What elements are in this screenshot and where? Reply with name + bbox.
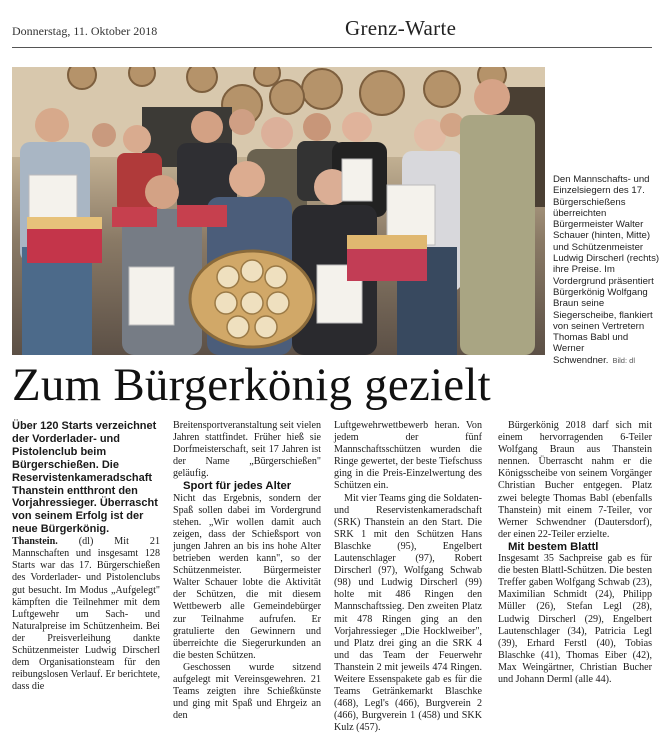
article-paragraph: Bürgerkönig 2018 darf sich mit einem hervorragenden 6-Teiler Wolfgang Braun aus Thanstein nennen. Überrascht nahm er die Königsscheibe von seinem Vorgänger Christian Bucher entgegen. Platz zwei belegte Thomas Babl (ebenfalls Thanstein) mit einem 7-Teiler, vor Werner Schwendner (Dautersdorf), der einen 22-Teiler erzielte. [498, 420, 652, 540]
page-header [12, 16, 652, 46]
caption-text: Den Mannschafts- und Einzelsiegern des 17. Bürgerschießens überreichten Bürgermeister Walter Schauer (hinten, Mitte) und Schützenmeister Ludwig Dirscherl (rechts) ihre Preise. Im Vordergrund präsentiert Bürgerkönig Wolfgang Braun seine Siegerscheibe, flankiert von seinen Vertretern Thomas Babl und Werner Schwendner. [553, 174, 660, 366]
photo-credit: Bild: dl [612, 355, 635, 365]
article-lede: Über 120 Starts verzeichnet der Vorderlader- und Pistolenclub beim Bürgerschießen. Die Reservistenkameradschaft Thanstein entthront den Vorjahressieger. Überrascht von seinem Erfolg ist der neue Bürgerkönig. [12, 420, 158, 536]
article-paragraph: Geschossen wurde sitzend aufgelegt mit Vereinsgewehren. 21 Teams zeigten ihre Schießkünste und ging mit Spaß und Ehrgeiz an den [173, 661, 321, 722]
article-headline: Zum Bürgerkönig gezielt [12, 359, 491, 411]
photo-caption [553, 174, 660, 366]
article-column-1 [12, 420, 160, 693]
dateline: Thanstein. [12, 536, 58, 548]
article-paragraph: Nicht das Ergebnis, sondern der Spaß sollen dabei im Vordergrund stehen. „Wir wollen damit auch zeigen, dass der Schießsport von jungen Jahren an bis ins hohe Alter betrieben werden kann", so der Schützenmeister. Bürgermeister Walter Schauer lobte die Aktivität der Schützen, die mit diesem Wettbewerb alle Gemeindebürger zur Teilnahme aufrufen. Er gratulierte den Gewinnern und überreichte die Siegerurkunden an die besten Schützen. [173, 492, 321, 661]
article-paragraph: Insgesamt 35 Sachpreise gab es für die besten Blattl-Schützen. Die besten Treffer gaben Wolfgang Schwab (23), Maximilian Schmidt (24), Philipp Müller (26), Stefan Legl (28), Ludwig Dirscherl (29), Engelbert Lautenschlager (34), Patricia Legl (39), Erhard Ferstl (40), Tobias Blaschke (41), Thomas Eiber (42), Max Weingärtner, Christian Bucher und Johann Derml (alle 44). [498, 553, 652, 685]
article-paragraph [12, 536, 160, 693]
subheading: Mit bestem Blattl [508, 540, 599, 553]
header-rule [12, 47, 652, 48]
paragraph-text: (dl) Mit 21 Mannschaften und insgesamt 128 Starts war das 17. Bürgerschießen des Vorderlader- und Pistolenclubs gut besucht. Im Modus „Aufgelegt" kämpften die Teilnehmer mit dem Luftgewehr um Sach- und Naturalpreise im Schützenheim. Bei der Preisverleihung dankte Schützenmeister Ludwig Dirscherl dem Organisationsteam für den reibungslosen Verlauf. Er berichtete, dass die [12, 536, 160, 693]
group-photo [12, 67, 545, 355]
article-paragraph: Mit vier Teams ging die Soldaten- und Reservistenkameradschaft (SRK) Thanstein an den Start. Die SRK 1 mit den Schützen Hans Blaschke (95), Engelbert Lautenschlager (97), Robert Dirscherl (97), Wolfgang Schwab (98) und Ludwig Dirscherl (99) holte mit 486 Ringen den Mannschaftssieg. Den zweiten Platz mit 478 Ringen ging an den Vorjahressieger „Die Hocklweiber", und Platz drei ging an die SRK 4 und das Team der Feuerwehr Thanstein 2 mit jeweils 474 Ringen. Weitere Essenspakete gab es für die Teams Getränkemarkt Blaschke (468), Legl's (466), Burgverein 2 (466), Burgverein 1 (458) und SKK Kulz (457). [334, 492, 482, 734]
article-column-4 [498, 420, 652, 686]
issue-date: Donnerstag, 11. Oktober 2018 [12, 24, 158, 38]
subheading: Sport für jedes Alter [183, 480, 292, 493]
article-paragraph: Breitensportveranstaltung seit vielen Jahren stattfindet. Früher hieß sie Dorfmeisterschaft, seit 17 Jahren ist der Name „Bürgerschießen" geläufig. [173, 420, 322, 480]
article-column-2 [173, 420, 321, 722]
article-paragraph: Luftgewehrwettbewerb heran. Von jedem der fünf Mannschaftsschützen wurden die Ringe gewertet, der beste Tiefschuss ging in die Preis-Einzelwertung des Schützen ein. [334, 420, 482, 492]
group-photo-illustration [12, 67, 545, 355]
article-column-3 [334, 420, 482, 734]
section-title: Grenz-Warte [345, 16, 457, 40]
